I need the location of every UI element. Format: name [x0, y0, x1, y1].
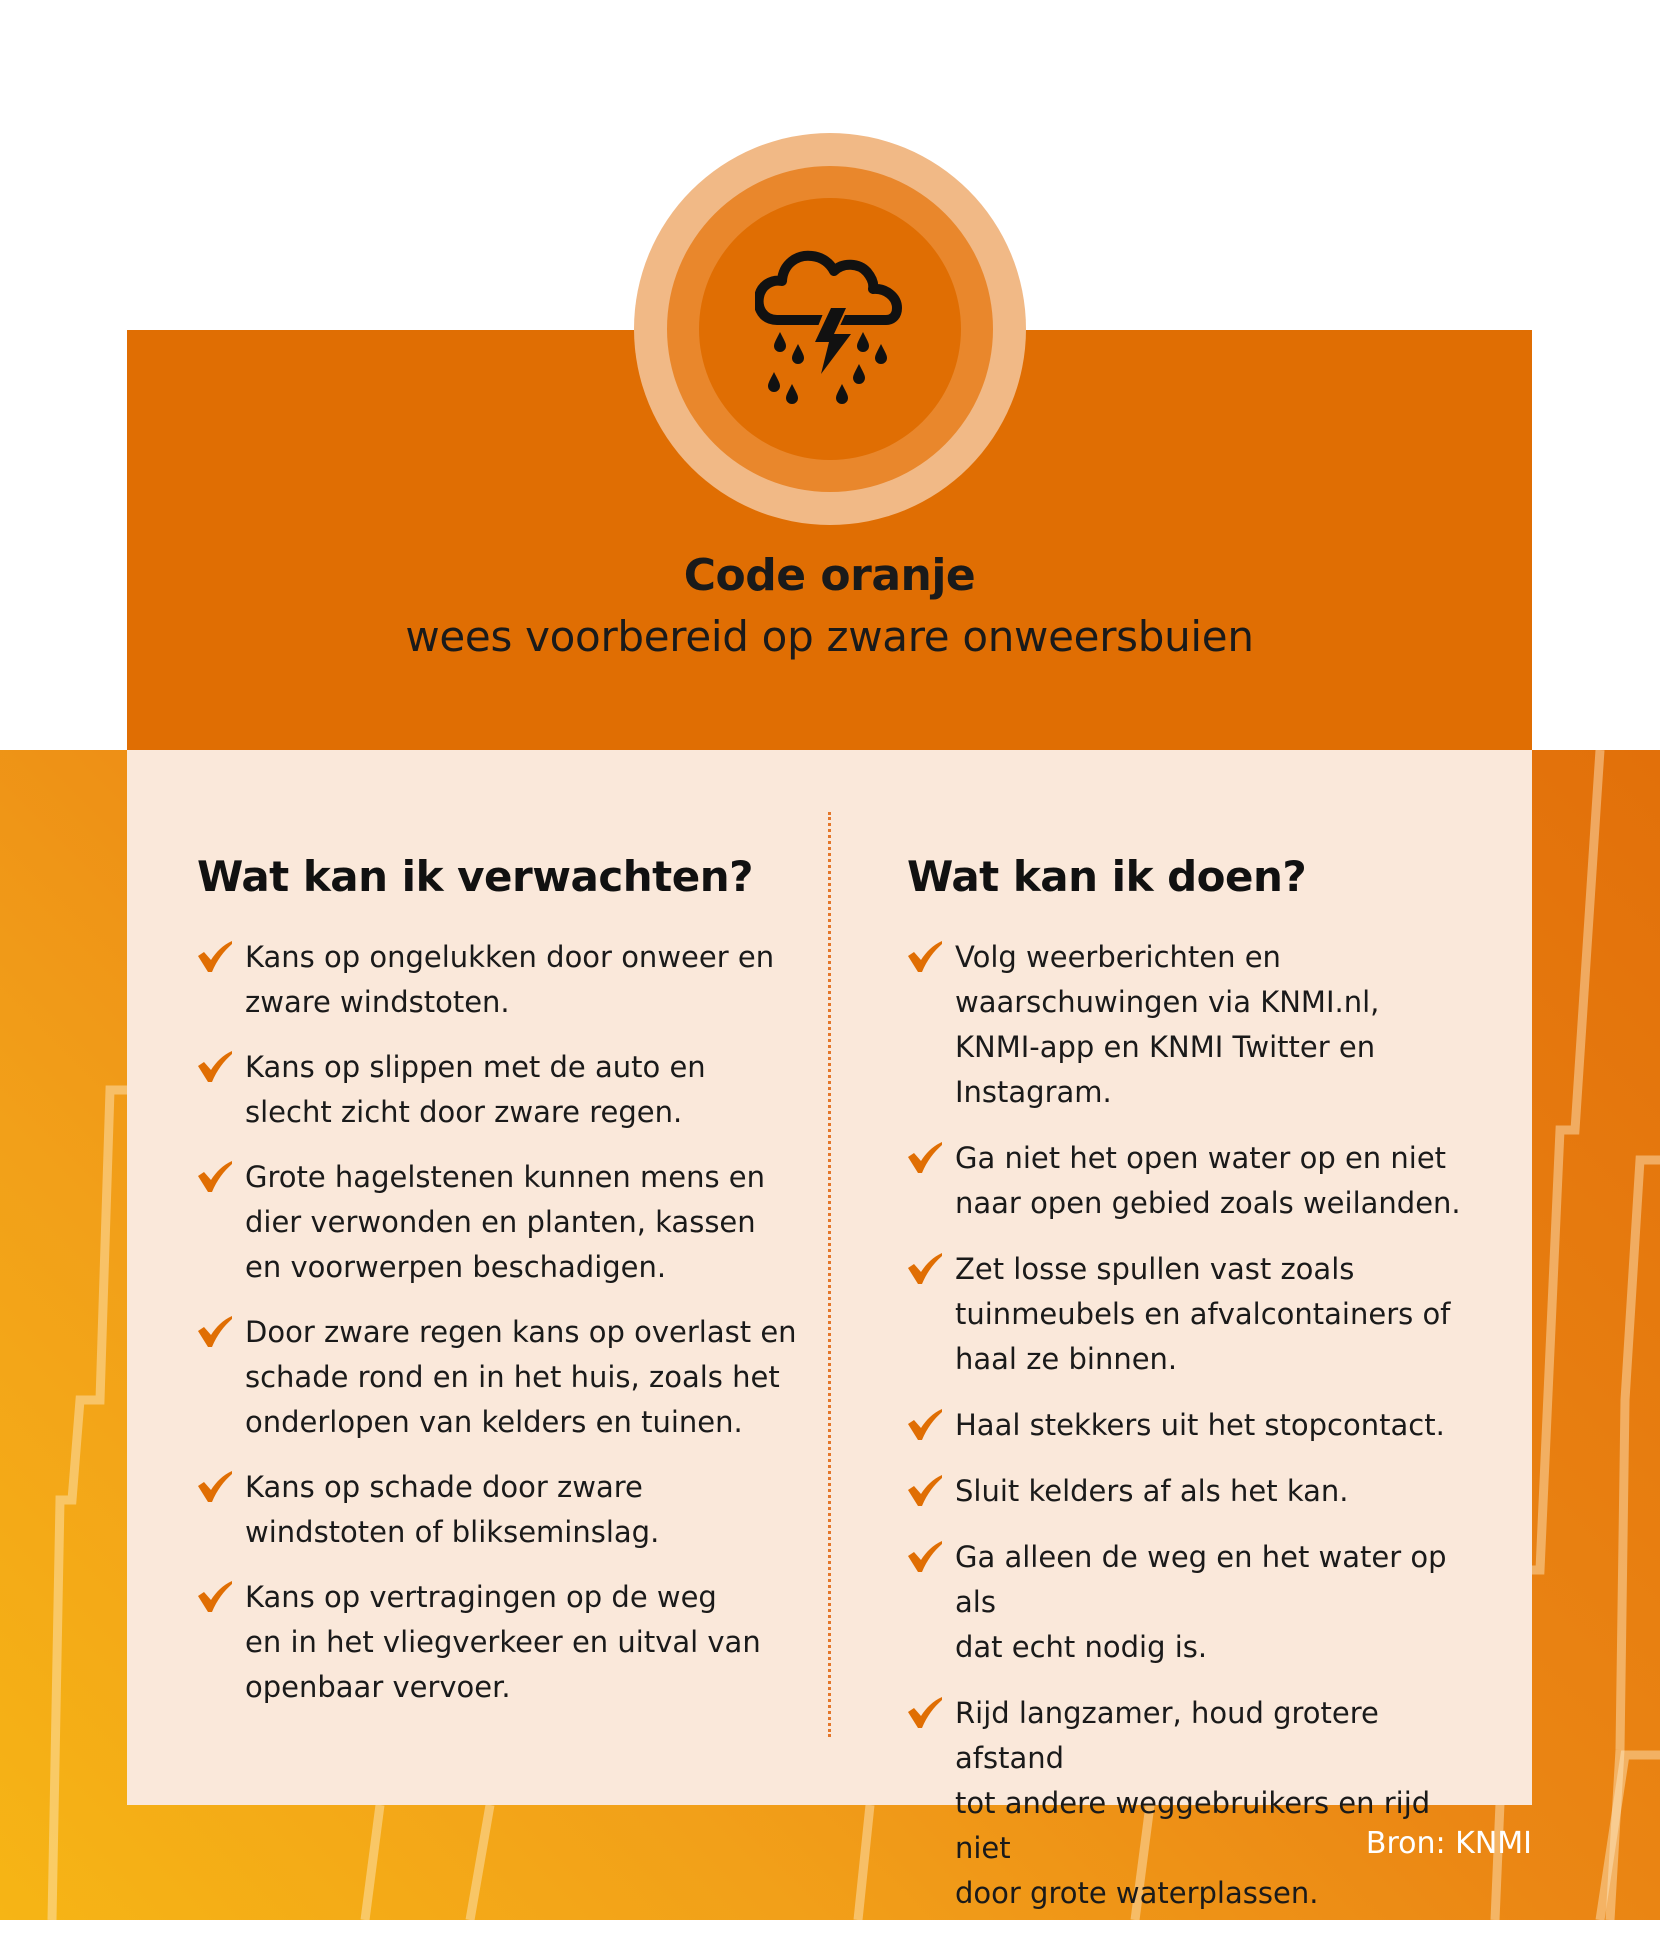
- list-item-line: en in het vliegverkeer en uitval van: [245, 1625, 761, 1659]
- checkmark-icon: [907, 1142, 943, 1174]
- checkmark-icon: [907, 1541, 943, 1573]
- list-item-line: door grote waterplassen.: [955, 1876, 1319, 1910]
- page-subtitle: wees voorbereid op zware onweersbuien: [405, 612, 1254, 661]
- list-item-line: tuinmeubels en afvalcontainers of: [955, 1297, 1451, 1331]
- list-item-line: waarschuwingen via KNMI.nl,: [955, 985, 1380, 1019]
- list-item-line: Kans op schade door zware: [245, 1470, 643, 1504]
- list-item-line: naar open gebied zoals weilanden.: [955, 1186, 1461, 1220]
- list-item: [907, 1403, 1487, 1448]
- list-item: [907, 1247, 1487, 1382]
- expect-heading: Wat kan ik verwachten?: [197, 852, 753, 901]
- list-item-line: dat echt nodig is.: [955, 1630, 1208, 1664]
- checkmark-icon: [907, 1697, 943, 1729]
- list-item-line: Ga niet het open water op en niet: [955, 1141, 1447, 1175]
- list-item: [197, 935, 797, 1025]
- list-item-line: en voorwerpen beschadigen.: [245, 1250, 667, 1284]
- list-item: [907, 1535, 1487, 1670]
- list-item: [197, 1310, 797, 1445]
- checkmark-icon: [907, 1253, 943, 1285]
- list-item-line: Kans op ongelukken door onweer en: [245, 940, 775, 974]
- column-divider: [828, 812, 831, 1737]
- list-item-line: Door zware regen kans op overlast en: [245, 1315, 797, 1349]
- list-item-line: zware windstoten.: [245, 985, 510, 1019]
- checkmark-icon: [197, 1161, 233, 1193]
- page-title: Code oranje: [683, 550, 976, 601]
- list-item: [197, 1465, 797, 1555]
- expect-list: [197, 935, 797, 1730]
- checkmark-icon: [197, 1581, 233, 1613]
- checkmark-icon: [197, 941, 233, 973]
- list-item-line: openbaar vervoer.: [245, 1670, 511, 1704]
- checkmark-icon: [197, 1316, 233, 1348]
- source-credit: Bron: KNMI: [1365, 1826, 1532, 1861]
- list-item-line: Rijd langzamer, houd grotere afstand: [955, 1696, 1379, 1775]
- list-item-line: Zet losse spullen vast zoals: [955, 1252, 1355, 1286]
- list-item-line: tot andere weggebruikers en rijd niet: [955, 1786, 1431, 1865]
- list-item-line: schade rond en in het huis, zoals het: [245, 1360, 780, 1394]
- actions-heading: Wat kan ik doen?: [907, 852, 1307, 901]
- checkmark-icon: [907, 1475, 943, 1507]
- thunderstorm-rain-icon: [755, 248, 905, 408]
- list-item-line: Haal stekkers uit het stopcontact.: [955, 1408, 1445, 1442]
- list-item-line: Sluit kelders af als het kan.: [955, 1474, 1349, 1508]
- list-item: [197, 1575, 797, 1710]
- list-item-line: slecht zicht door zware regen.: [245, 1095, 683, 1129]
- list-item-line: KNMI-app en KNMI Twitter en: [955, 1030, 1376, 1064]
- checkmark-icon: [907, 1409, 943, 1441]
- list-item-line: Instagram.: [955, 1075, 1112, 1109]
- list-item: [907, 935, 1487, 1115]
- list-item: [907, 1136, 1487, 1226]
- actions-list: [907, 935, 1487, 1937]
- list-item-line: dier verwonden en planten, kassen: [245, 1205, 756, 1239]
- list-item-line: Grote hagelstenen kunnen mens en: [245, 1160, 766, 1194]
- list-item-line: windstoten of blikseminslag.: [245, 1515, 660, 1549]
- list-item: [197, 1045, 797, 1135]
- list-item: [907, 1469, 1487, 1514]
- list-item-line: Volg weerberichten en: [955, 940, 1281, 974]
- list-item-line: haal ze binnen.: [955, 1342, 1178, 1376]
- list-item: [907, 1691, 1487, 1916]
- list-item-line: Kans op slippen met de auto en: [245, 1050, 706, 1084]
- list-item: [197, 1155, 797, 1290]
- checkmark-icon: [197, 1051, 233, 1083]
- list-item-line: Ga alleen de weg en het water op als: [955, 1540, 1447, 1619]
- list-item-line: Kans op vertragingen op de weg: [245, 1580, 717, 1614]
- list-item-line: onderlopen van kelders en tuinen.: [245, 1405, 743, 1439]
- checkmark-icon: [907, 941, 943, 973]
- checkmark-icon: [197, 1471, 233, 1503]
